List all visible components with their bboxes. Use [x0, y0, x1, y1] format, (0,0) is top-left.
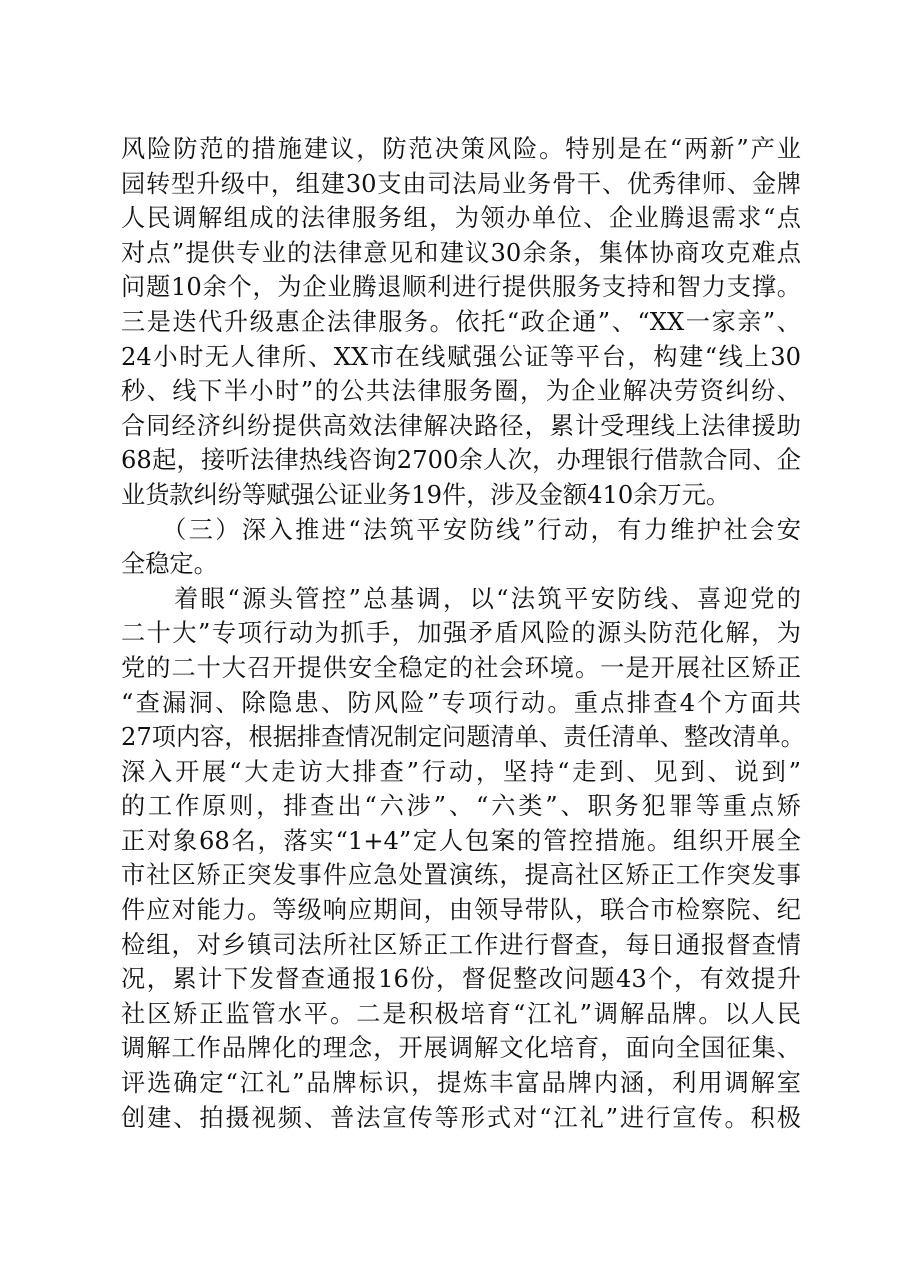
text-line: 件应对能力。等级响应期间，由领导带队，联合市检察院、纪 — [121, 896, 801, 925]
text-line: 社区矫正监管水平。二是积极培育“江礼”调解品牌。以人民 — [121, 999, 801, 1028]
text-line: 二十大”专项行动为抓手，加强矛盾风险的源头防范化解，为 — [121, 619, 801, 648]
text-line: “查漏洞、除隐患、防风险”专项行动。重点排查4个方面共 — [121, 688, 801, 717]
section-heading-cont: 全稳定。 — [121, 550, 218, 579]
text-line: 业货款纠纷等赋强公证业务19件，涉及金额410余万元。 — [121, 480, 731, 509]
text-line: 风险防范的措施建议，防范决策风险。特别是在“两新”产业 — [121, 135, 801, 163]
section-heading: （三）深入推进“法筑平安防线”行动，有力维护社会安 — [121, 515, 801, 544]
text-line: 问题10余个，为企业腾退顺利进行提供服务支持和智力支撑。 — [121, 273, 801, 302]
text-line: 对点”提供专业的法律意见和建议30余条，集体协商攻克难点 — [121, 238, 801, 267]
text-line: 检组，对乡镇司法所社区矫正工作进行督查，每日通报督查情 — [121, 930, 801, 959]
text-line: 党的二十大召开提供安全稳定的社会环境。一是开展社区矫正 — [121, 653, 801, 682]
text-line: 68起，接听法律热线咨询2700余人次，办理银行借款合同、企 — [121, 446, 801, 475]
text-line: 三是迭代升级惠企法律服务。依托“政企通”、“XX一家亲”、 — [121, 307, 801, 336]
text-line: 创建、拍摄视频、普法宣传等形式对“江礼”进行宣传。积极 — [121, 1103, 801, 1132]
text-line: 正对象68名，落实“1+4”定人包案的管控措施。组织开展全 — [121, 826, 801, 855]
body-text — [121, 132, 805, 1135]
text-line: 秒、线下半小时”的公共法律服务圈，为企业解决劳资纠纷、 — [121, 377, 801, 406]
text-line: 着眼“源头管控”总基调，以“法筑平安防线、喜迎党的 — [121, 584, 801, 613]
text-line: 调解工作品牌化的理念，开展调解文化培育，面向全国征集、 — [121, 1034, 801, 1063]
text-line: 评选确定“江礼”品牌标识，提炼丰富品牌内涵，利用调解室 — [121, 1069, 801, 1098]
text-line: 合同经济纠纷提供高效法律解决路径，累计受理线上法律援助 — [121, 411, 801, 440]
text-line: 的工作原则，排查出“六涉”、“六类”、职务犯罪等重点矫 — [121, 792, 801, 821]
text-line: 园转型升级中，组建30支由司法局业务骨干、优秀律师、金牌 — [121, 169, 801, 198]
text-line: 市社区矫正突发事件应急处置演练，提高社区矫正工作突发事 — [121, 861, 801, 890]
text-line: 深入开展“大走访大排查”行动，坚持“走到、见到、说到” — [121, 757, 801, 786]
text-line: 27项内容，根据排查情况制定问题清单、责任清单、整改清单。 — [121, 723, 805, 752]
text-line: 人民调解组成的法律服务组，为领办单位、企业腾退需求“点 — [121, 204, 801, 233]
text-line: 况，累计下发督查通报16份，督促整改问题43个，有效提升 — [121, 965, 801, 994]
text-line: 24小时无人律所、XX市在线赋强公证等平台，构建“线上30 — [121, 342, 801, 371]
